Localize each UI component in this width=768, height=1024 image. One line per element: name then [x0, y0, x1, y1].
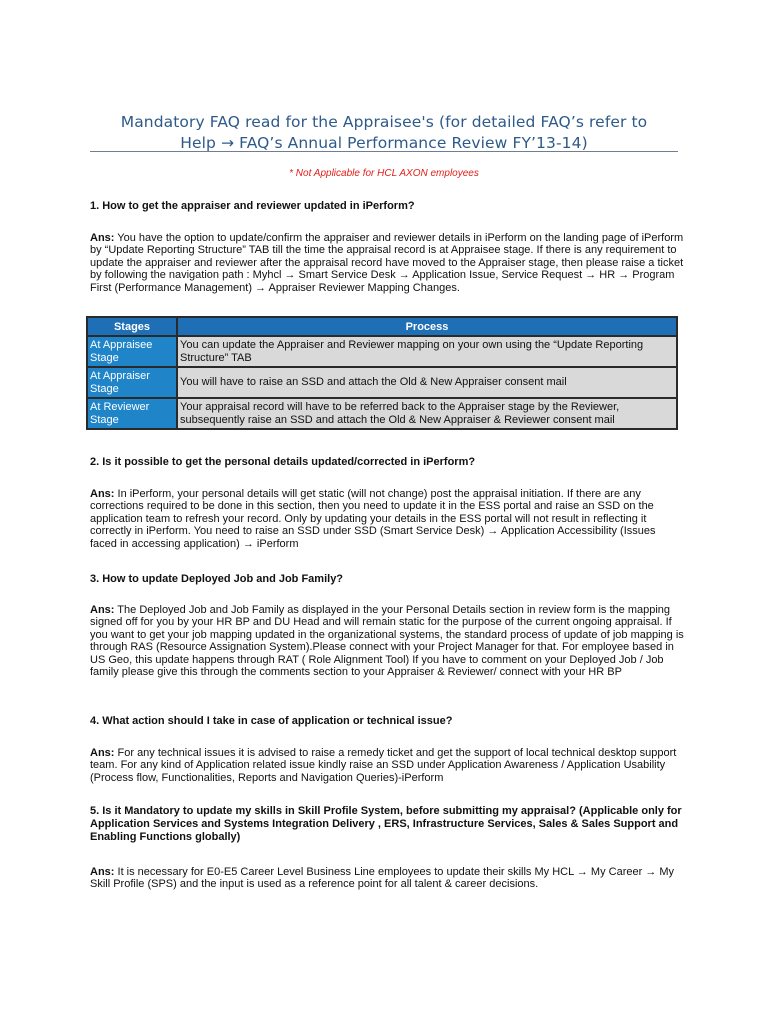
stage-cell: At Reviewer Stage: [88, 399, 176, 428]
faq-4-answer-label: Ans:: [90, 747, 115, 759]
faq-2-answer: [90, 488, 684, 550]
faq-2-answer-label: Ans:: [90, 488, 115, 500]
stages-table: [86, 316, 678, 430]
faq-3-question: 3. How to update Deployed Job and Job Family?: [90, 573, 344, 585]
table-row: [88, 368, 676, 397]
page-title: [90, 112, 678, 154]
process-cell: You will have to raise an SSD and attach the Old & New Appraiser consent mail: [178, 368, 676, 397]
faq-4-answer: [90, 747, 684, 784]
stages-column-header: Stages: [88, 318, 176, 335]
faq-1-answer: [90, 232, 684, 294]
process-column-header: Process: [178, 318, 676, 335]
title-divider: [90, 151, 678, 152]
faq-1-answer-text: You have the option to update/confirm the appraiser and reviewer details in iPerform on the landing page of iPerform by “Update Reporting Structure” TAB till the time the appraisal record is at Appraisee stage. If there is any requirement to update the appraiser and reviewer after the appraisal record have moved to the Appraiser stage, then please raise a ticket by following the navigation path : Myhcl → Smart Service Desk → Application Issue, Service Request → HR → Program First (Performance Management) → Appraiser Reviewer Mapping Changes.: [90, 232, 684, 294]
stage-cell: At Appraisee Stage: [88, 337, 176, 366]
stages-table-header: [88, 318, 676, 335]
faq-2-question: 2. Is it possible to get the personal details updated/corrected in iPerform?: [90, 456, 476, 468]
stage-cell: At Appraiser Stage: [88, 368, 176, 397]
faq-5-answer-label: Ans:: [90, 866, 115, 878]
faq-1-answer-label: Ans:: [90, 232, 115, 244]
faq-2-answer-text: In iPerform, your personal details will get static (will not change) post the appraisal initiation. If there are any corrections required to be done in this section, then you need to update it in the ESS portal and raise an SSD on the application team to refresh your record. Only by updating your details in the ESS portal will not result in reflecting it correctly in iPerform. You need to raise an SSD under SSD (Smart Service Desk) → Application Accessibility (Issues faced in accessing application) → iPerform: [90, 488, 656, 550]
faq-3-answer-label: Ans:: [90, 604, 115, 616]
faq-4-answer-text: For any technical issues it is advised to raise a remedy ticket and get the support of local technical desktop support team. For any kind of Application related issue kindly raise an SSD under Application Awareness / Application Usability (Process flow, Functionalities, Reports and Navigation Queries)-iPerform: [90, 747, 677, 784]
table-row: [88, 337, 676, 366]
faq-4-question: 4. What action should I take in case of application or technical issue?: [90, 715, 453, 727]
faq-3-answer-text: The Deployed Job and Job Family as displayed in the your Personal Details section in review form is the mapping signed off for you by your HR BP and DU Head and will remain static for the purpose of the current ongoing appraisal. If you want to get your job mapping updated in the organizational systems, the standard process of update of job mapping is through RAS (Resource Assignation System).Please connect with your Project Manager for that. For employee based in US Geo, this update happens through RAT ( Role Alignment Tool) If you have to comment on your Deployed Job / Job family please give this through the comments section to your Appraiser & Reviewer/ connect with your HR BP: [90, 604, 684, 679]
process-cell: Your appraisal record will have to be referred back to the Appraiser stage by the Reviewer, subsequently raise an SSD and attach the Old & New Appraiser & Reviewer consent mail: [178, 399, 676, 428]
faq-3-answer: [90, 604, 684, 678]
page-title-line-1: Mandatory FAQ read for the Appraisee's (for detailed FAQ’s refer to: [120, 113, 648, 131]
faq-5-answer: [90, 866, 684, 891]
faq-5-answer-text: It is necessary for E0-E5 Career Level Business Line employees to update their skills My HCL → My Career → My Skill Profile (SPS) and the input is used as a reference point for all talent & career decisions.: [90, 866, 675, 891]
table-row: [88, 399, 676, 428]
process-cell: You can update the Appraiser and Reviewer mapping on your own using the “Update Reporting Structure” TAB: [178, 337, 676, 366]
faq-1-question: 1. How to get the appraiser and reviewer updated in iPerform?: [90, 200, 415, 212]
page-title-line-2: Help → FAQ’s Annual Performance Review FY’13-14): [180, 134, 588, 152]
applicability-note: * Not Applicable for HCL AXON employees: [289, 168, 479, 179]
faq-5-question: 5. Is it Mandatory to update my skills in Skill Profile System, before submitting my appraisal? (Applicable only for Application Services and Systems Integration Delivery , ERS, Infrastructure Services, Sales & Sales Support and Enabling Functions globally): [90, 805, 682, 843]
